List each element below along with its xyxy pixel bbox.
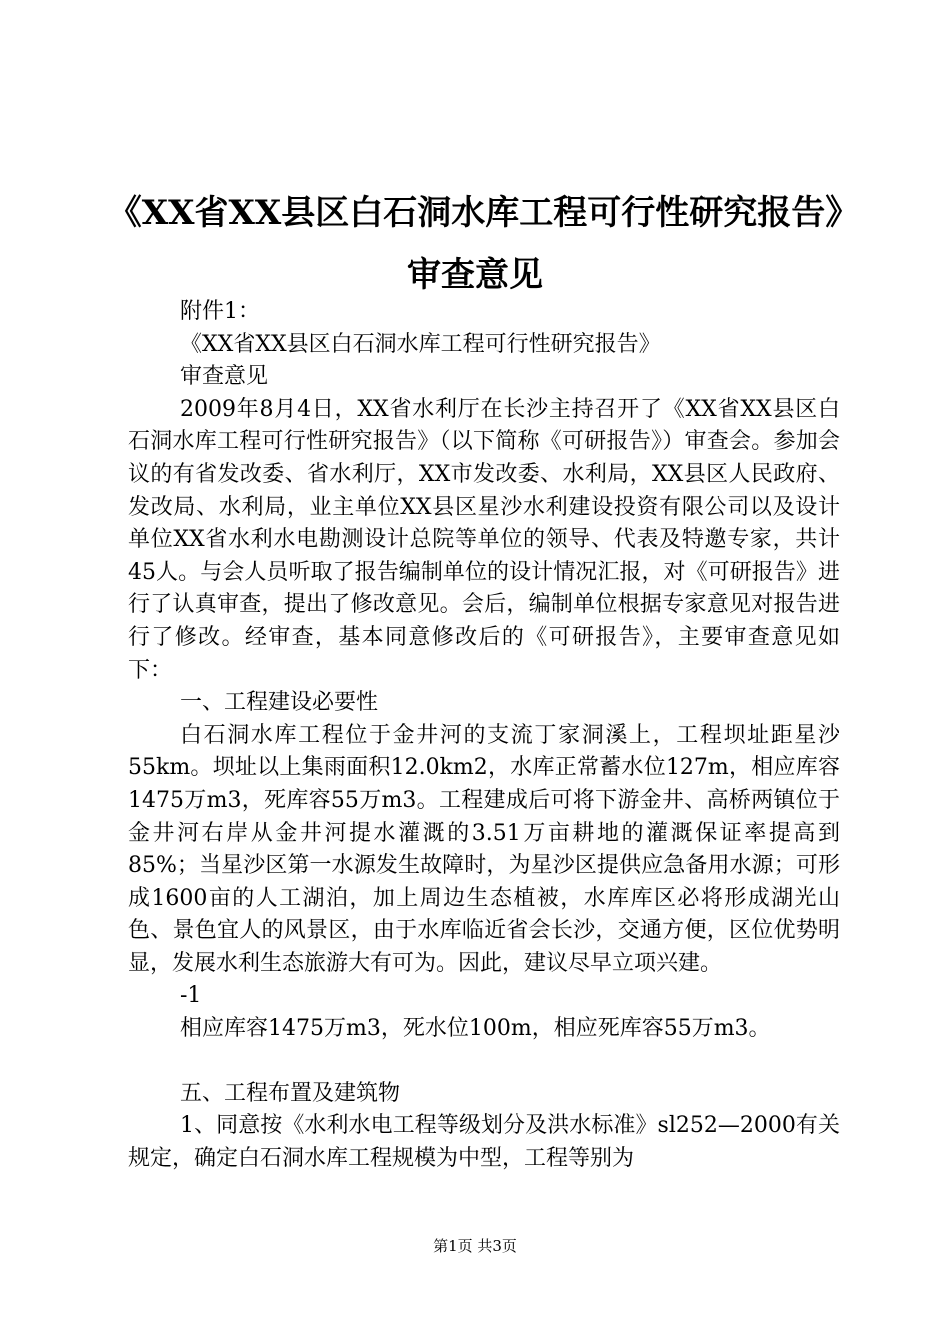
section-heading-review: 审查意见 xyxy=(180,364,269,390)
page-marker: -1 xyxy=(180,983,202,1009)
capacity-paragraph: 相应库容1475万m3，死水位100m，相应死库容55万m3。 xyxy=(180,1016,771,1042)
page-footer: 第1页 共3页 xyxy=(433,1237,517,1255)
section-heading-necessity: 一、工程建设必要性 xyxy=(180,690,379,716)
report-name: 《XX省XX县区白石洞水库工程可行性研究报告》 xyxy=(180,331,661,357)
paragraph-gap xyxy=(128,1046,840,1078)
intro-paragraph: 2009年8月4日，XX省水利厅在长沙主持召开了《XX省XX县区白石洞水库工程可行性研究报告》（以下简称《可研报告》）审查会。参加会议的有省发改委、省水利厅，XX市发改委、水利局，XX县区人民政府、发改局、水利局，业主单位XX县区星沙水利建设投资有限公司以及设计单位XX省水利水电勘测设计总院等单位的领导、代表及特邀专家，共计45人。与会人员听取了报告编制单位的设计情况汇报，对《可研报告》进行了认真审查，提出了修改意见。会后，编制单位根据专家意见对报告进行了修改。经审查，基本同意修改后的《可研报告》，主要审查意见如下： xyxy=(128,396,840,683)
section-heading-layout: 五、工程布置及建筑物 xyxy=(180,1080,401,1106)
attachment-label: 附件1： xyxy=(180,299,260,324)
document-title: 《XX省XX县区白石洞水库工程可行性研究报告》审查意见 xyxy=(107,193,843,295)
layout-paragraph: 1、同意按《水利水电工程等级划分及洪水标准》sl252—2000有关规定，确定白石洞水库工程规模为中型，工程等别为 xyxy=(128,1113,840,1171)
document-body xyxy=(128,296,840,1175)
necessity-paragraph: 白石洞水库工程位于金井河的支流丁家洞溪上，工程坝址距星沙55km。坝址以上集雨面积12.0km2，水库正常蓄水位127m，相应库容1475万m3，死库容55万m3。工程建成后可将下游金井、高桥两镇位于金井河右岸从金井河提水灌溉的3.51万亩耕地的灌溉保证率提高到85%；当星沙区第一水源发生故障时，为星沙区提供应急备用水源；可形成1600亩的人工湖泊，加上周边生态植被，水库库区必将形成湖光山色、景色宜人的风景区，由于水库临近省会长沙，交通方便，区位优势明显，发展水利生态旅游大有可为。因此，建议尽早立项兴建。 xyxy=(128,722,840,976)
